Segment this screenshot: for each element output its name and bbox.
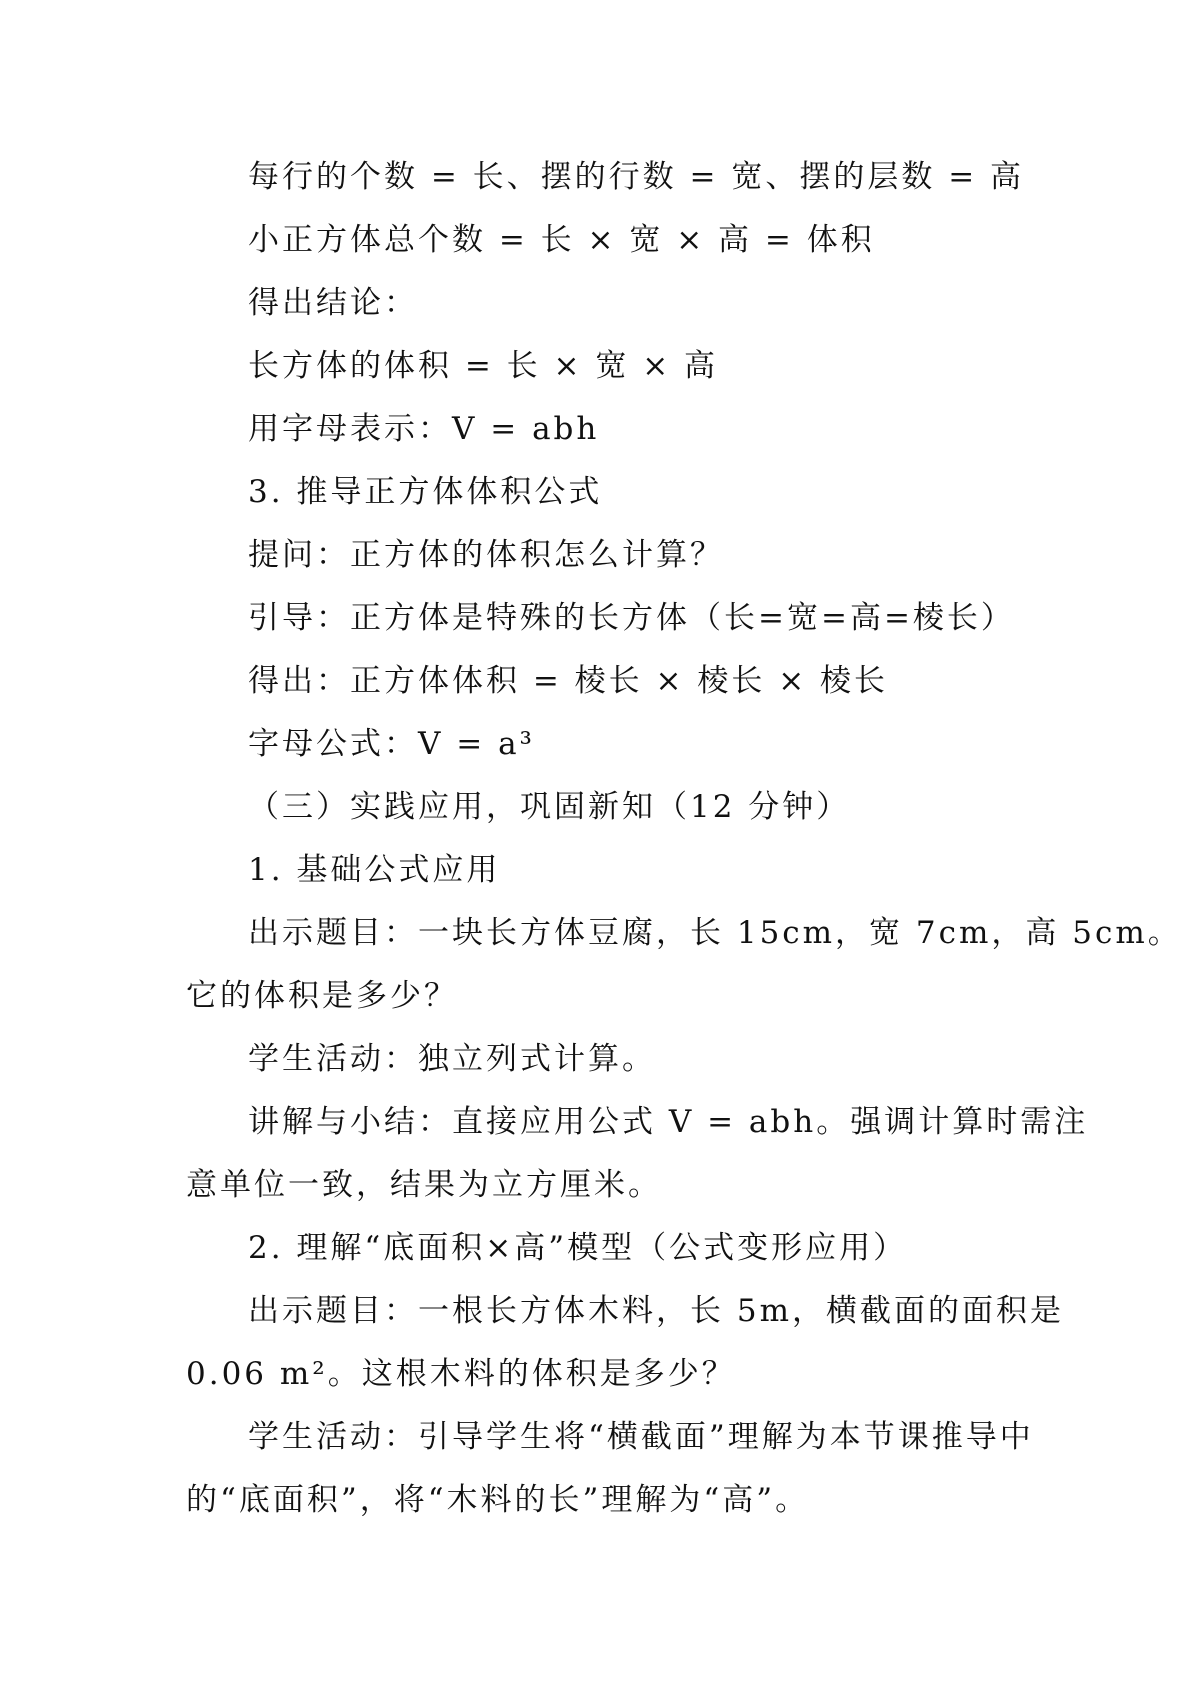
text-line: 小正方体总个数 = 长 × 宽 × 高 = 体积 bbox=[248, 222, 875, 258]
text-line: 长方体的体积 = 长 × 宽 × 高 bbox=[248, 348, 719, 384]
text-line: 字母公式：V = a³ bbox=[248, 726, 535, 762]
text-line: 学生活动：独立列式计算。 bbox=[248, 1041, 656, 1077]
text-line: 引导：正方体是特殊的长方体（长=宽=高=棱长） bbox=[248, 600, 1015, 636]
text-line: 0.06 m²。这根木料的体积是多少？ bbox=[186, 1356, 736, 1392]
section-heading: 2. 理解“底面积×高”模型（公式变形应用） bbox=[248, 1230, 908, 1266]
section-heading: 1. 基础公式应用 bbox=[248, 852, 501, 888]
section-heading: （三）实践应用，巩固新知（12 分钟） bbox=[248, 789, 851, 825]
section-heading: 3. 推导正方体体积公式 bbox=[248, 474, 603, 510]
text-line: 得出结论： bbox=[248, 285, 418, 321]
text-line: 它的体积是多少？ bbox=[186, 978, 458, 1014]
text-line: 的“底面积”，将“木料的长”理解为“高”。 bbox=[186, 1482, 810, 1518]
text-line: 出示题目：一块长方体豆腐，长 15cm，宽 7cm，高 5cm。 bbox=[248, 915, 1182, 951]
text-line: 得出：正方体体积 = 棱长 × 棱长 × 棱长 bbox=[248, 663, 889, 699]
text-line: 讲解与小结：直接应用公式 V = abh。强调计算时需注 bbox=[248, 1104, 1089, 1140]
text-line: 出示题目：一根长方体木料，长 5m，横截面的面积是 bbox=[248, 1293, 1064, 1329]
text-line: 每行的个数 = 长、摆的行数 = 宽、摆的层数 = 高 bbox=[248, 159, 1025, 195]
text-line: 意单位一致，结果为立方厘米。 bbox=[186, 1167, 662, 1203]
text-line: 提问：正方体的体积怎么计算？ bbox=[248, 537, 724, 573]
text-line: 用字母表示：V = abh bbox=[248, 411, 600, 447]
text-line: 学生活动：引导学生将“横截面”理解为本节课推导中 bbox=[248, 1419, 1034, 1455]
